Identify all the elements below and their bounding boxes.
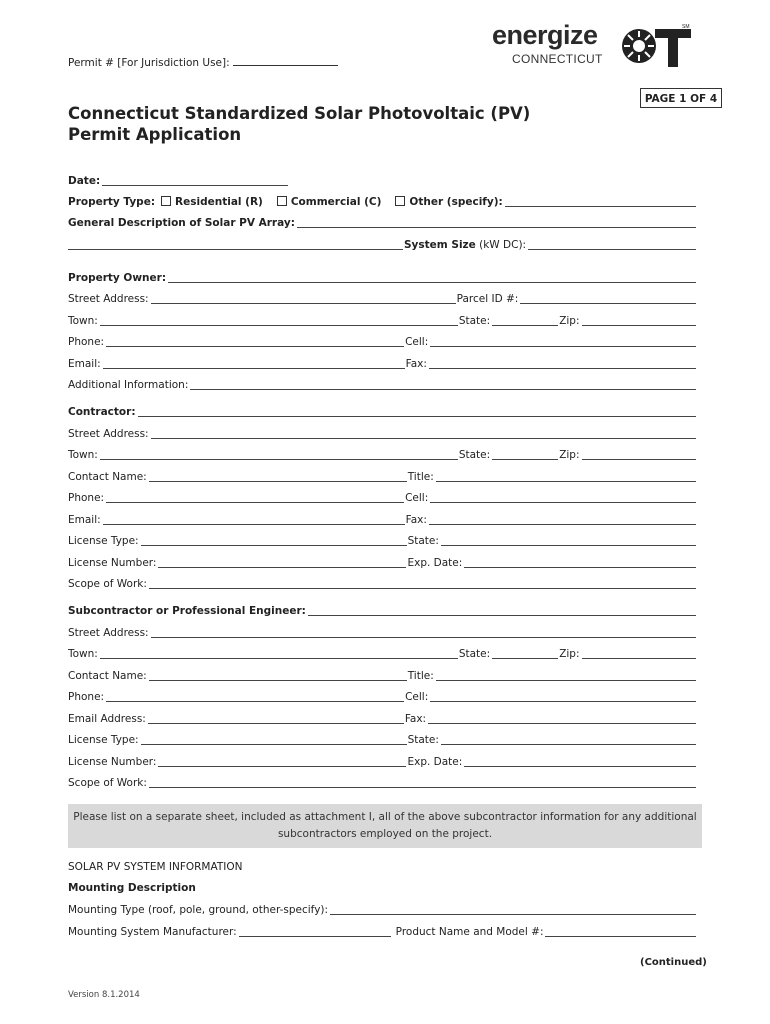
page-title	[68, 103, 530, 145]
contractor-contact-row	[68, 470, 697, 484]
note-line-2: subcontractors employed on the project.	[277, 828, 493, 840]
sub-license-number-field[interactable]	[158, 756, 406, 767]
contractor-contact-label: Contact Name:	[68, 471, 147, 483]
sub-cell-label: Cell:	[405, 691, 429, 703]
page-indicator: PAGE 1 OF 4	[640, 88, 722, 108]
owner-street-field[interactable]	[151, 293, 456, 304]
date-row	[68, 174, 697, 188]
contractor-phone-field[interactable]	[106, 492, 404, 503]
contractor-title-field[interactable]	[436, 471, 696, 482]
title-line-1: Connecticut Standardized Solar Photovoltaic (PV)	[68, 104, 531, 123]
contractor-cell-label: Cell:	[405, 492, 429, 504]
contractor-fax-field[interactable]	[429, 514, 696, 525]
ct-logo-mark-icon	[619, 22, 697, 72]
logo-word: energize	[492, 20, 598, 50]
contractor-license-type-label: License Type:	[68, 535, 139, 547]
sub-phone-row	[68, 690, 697, 704]
owner-email-row	[68, 357, 697, 371]
version-label: Version 8.1.2014	[68, 990, 140, 1000]
owner-heading-row	[68, 271, 697, 285]
logo-subtitle: CONNECTICUT	[512, 52, 603, 66]
owner-phone-field[interactable]	[106, 336, 404, 347]
owner-additional-row	[68, 378, 697, 392]
sub-license-number-row	[68, 755, 697, 769]
residential-label: Residential (R)	[175, 196, 263, 208]
description-label: General Description of Solar PV Array:	[68, 217, 295, 229]
contractor-scope-field[interactable]	[149, 578, 696, 589]
sub-town-row	[68, 647, 697, 661]
residential-checkbox[interactable]	[161, 196, 171, 206]
contractor-exp-date-label: Exp. Date:	[407, 557, 463, 569]
contractor-license-number-field[interactable]	[158, 557, 406, 568]
contractor-phone-row	[68, 491, 697, 505]
mounting-type-row	[68, 903, 697, 917]
contractor-zip-label: Zip:	[559, 449, 580, 461]
owner-state-label: State:	[458, 315, 491, 327]
owner-parcel-field[interactable]	[520, 293, 696, 304]
owner-town-field[interactable]	[100, 315, 458, 326]
contractor-town-row	[68, 448, 697, 462]
sub-email-field[interactable]	[148, 713, 404, 724]
contractor-phone-label: Phone:	[68, 492, 105, 504]
sub-scope-row	[68, 776, 697, 790]
owner-state-field[interactable]	[492, 315, 558, 326]
sub-email-row	[68, 712, 697, 726]
sub-town-field[interactable]	[100, 648, 458, 659]
commercial-checkbox[interactable]	[277, 196, 287, 206]
mounting-type-label: Mounting Type (roof, pole, ground, other-specify):	[68, 904, 329, 916]
owner-additional-field[interactable]	[190, 379, 696, 390]
product-name-label: Product Name and Model #:	[395, 926, 544, 938]
product-name-field[interactable]	[545, 926, 696, 937]
sub-phone-field[interactable]	[106, 691, 404, 702]
contractor-scope-label: Scope of Work:	[68, 578, 147, 590]
contractor-town-label: Town:	[68, 449, 98, 461]
title-line-2: Permit Application	[68, 125, 242, 144]
sub-name-field[interactable]	[308, 605, 696, 616]
sub-phone-label: Phone:	[68, 691, 105, 703]
owner-street-row	[68, 292, 697, 306]
owner-town-label: Town:	[68, 315, 98, 327]
sub-license-type-field[interactable]	[141, 734, 407, 745]
sub-license-number-label: License Number:	[68, 756, 157, 768]
commercial-option[interactable]	[277, 195, 382, 209]
contractor-email-label: Email:	[68, 514, 101, 526]
sub-title-field[interactable]	[436, 670, 696, 681]
date-field[interactable]	[102, 175, 288, 186]
mounting-type-field[interactable]	[330, 904, 696, 915]
other-option[interactable]	[395, 195, 502, 209]
sub-state-field[interactable]	[492, 648, 558, 659]
owner-heading: Property Owner:	[68, 272, 167, 284]
other-label: Other (specify):	[409, 196, 503, 208]
mounting-manufacturer-label: Mounting System Manufacturer:	[68, 926, 237, 938]
contractor-license-type-field[interactable]	[141, 535, 407, 546]
contractor-license-state-label: State:	[407, 535, 439, 547]
contractor-title-label: Title:	[407, 471, 434, 483]
contractor-license-type-row	[68, 534, 697, 548]
sub-zip-label: Zip:	[559, 648, 580, 660]
contractor-heading: Contractor:	[68, 406, 136, 418]
residential-option[interactable]	[161, 195, 263, 209]
sub-exp-date-field[interactable]	[464, 756, 696, 767]
system-size-label: System Size	[404, 239, 476, 251]
owner-name-field[interactable]	[168, 272, 696, 283]
owner-phone-label: Phone:	[68, 336, 105, 348]
sub-town-label: Town:	[68, 648, 98, 660]
owner-fax-label: Fax:	[405, 358, 427, 370]
sub-exp-date-label: Exp. Date:	[407, 756, 463, 768]
mounting-manufacturer-row	[68, 925, 697, 939]
contractor-state-label: State:	[458, 449, 491, 461]
contractor-state-field[interactable]	[492, 449, 558, 460]
owner-town-row	[68, 314, 697, 328]
owner-zip-field[interactable]	[582, 315, 696, 326]
property-type-label: Property Type:	[68, 196, 156, 208]
sub-heading: Subcontractor or Professional Engineer:	[68, 605, 306, 617]
system-size-unit: (kW DC):	[475, 239, 527, 251]
owner-email-label: Email:	[68, 358, 101, 370]
sub-street-label: Street Address:	[68, 627, 149, 639]
other-specify-field[interactable]	[505, 196, 696, 207]
sub-email-label: Email Address:	[68, 713, 146, 725]
permit-number-line[interactable]	[233, 55, 338, 66]
note-line-1: Please list on a separate sheet, included as attachment I, all of the above subcontractor information for any additional	[73, 811, 697, 823]
contractor-exp-date-field[interactable]	[464, 557, 696, 568]
logo-sm-mark: SM	[682, 24, 690, 30]
system-size-row	[68, 238, 697, 252]
system-info-heading: SOLAR PV SYSTEM INFORMATION	[68, 861, 243, 873]
owner-additional-label: Additional Information:	[68, 379, 189, 391]
contractor-street-row	[68, 427, 697, 441]
owner-zip-label: Zip:	[559, 315, 580, 327]
owner-cell-field[interactable]	[430, 336, 696, 347]
owner-email-field[interactable]	[103, 358, 405, 369]
sub-scope-label: Scope of Work:	[68, 777, 147, 789]
owner-fax-field[interactable]	[429, 358, 696, 369]
contractor-license-number-row	[68, 556, 697, 570]
contractor-fax-label: Fax:	[405, 514, 427, 526]
sub-scope-field[interactable]	[149, 777, 696, 788]
contractor-contact-field[interactable]	[149, 471, 407, 482]
system-size-field[interactable]	[528, 239, 696, 250]
mounting-manufacturer-field[interactable]	[239, 926, 391, 937]
owner-cell-label: Cell:	[405, 336, 429, 348]
description-row	[68, 216, 697, 230]
sub-cell-field[interactable]	[430, 691, 696, 702]
sub-heading-row	[68, 604, 697, 618]
sub-license-type-label: License Type:	[68, 734, 139, 746]
owner-parcel-label: Parcel ID #:	[456, 293, 519, 305]
contractor-zip-field[interactable]	[582, 449, 696, 460]
sub-street-field[interactable]	[151, 627, 696, 638]
sub-street-row	[68, 626, 697, 640]
contractor-heading-row	[68, 405, 697, 419]
sub-title-label: Title:	[407, 670, 434, 682]
permit-number-field[interactable]	[68, 55, 338, 69]
contractor-street-field[interactable]	[151, 428, 696, 439]
contractor-email-row	[68, 513, 697, 527]
contractor-scope-row	[68, 577, 697, 591]
contractor-email-field[interactable]	[103, 514, 405, 525]
contractor-license-state-field[interactable]	[441, 535, 696, 546]
description-field-continued[interactable]	[68, 239, 403, 250]
sub-contact-label: Contact Name:	[68, 670, 147, 682]
contractor-name-field[interactable]	[138, 406, 696, 417]
contractor-license-number-label: License Number:	[68, 557, 157, 569]
attachment-note	[68, 804, 702, 848]
date-label: Date:	[68, 175, 101, 187]
property-type-row	[68, 195, 697, 209]
permit-number-label: Permit # [For Jurisdiction Use]:	[68, 57, 230, 69]
continued-label: (Continued)	[640, 957, 707, 968]
sub-state-label: State:	[458, 648, 491, 660]
mounting-description-heading: Mounting Description	[68, 882, 196, 894]
energize-ct-logo	[492, 20, 707, 75]
sub-license-type-row	[68, 733, 697, 747]
commercial-label: Commercial (C)	[290, 196, 382, 208]
sub-contact-row	[68, 669, 697, 683]
other-checkbox[interactable]	[395, 196, 405, 206]
contractor-town-field[interactable]	[100, 449, 458, 460]
sub-fax-label: Fax:	[404, 713, 427, 725]
owner-street-label: Street Address:	[68, 293, 149, 305]
sub-fax-field[interactable]	[428, 713, 696, 724]
sub-zip-field[interactable]	[582, 648, 696, 659]
contractor-street-label: Street Address:	[68, 428, 149, 440]
sub-contact-field[interactable]	[149, 670, 407, 681]
sub-license-state-label: State:	[407, 734, 439, 746]
sub-license-state-field[interactable]	[441, 734, 696, 745]
contractor-cell-field[interactable]	[430, 492, 696, 503]
description-field[interactable]	[297, 217, 696, 228]
owner-phone-row	[68, 335, 697, 349]
